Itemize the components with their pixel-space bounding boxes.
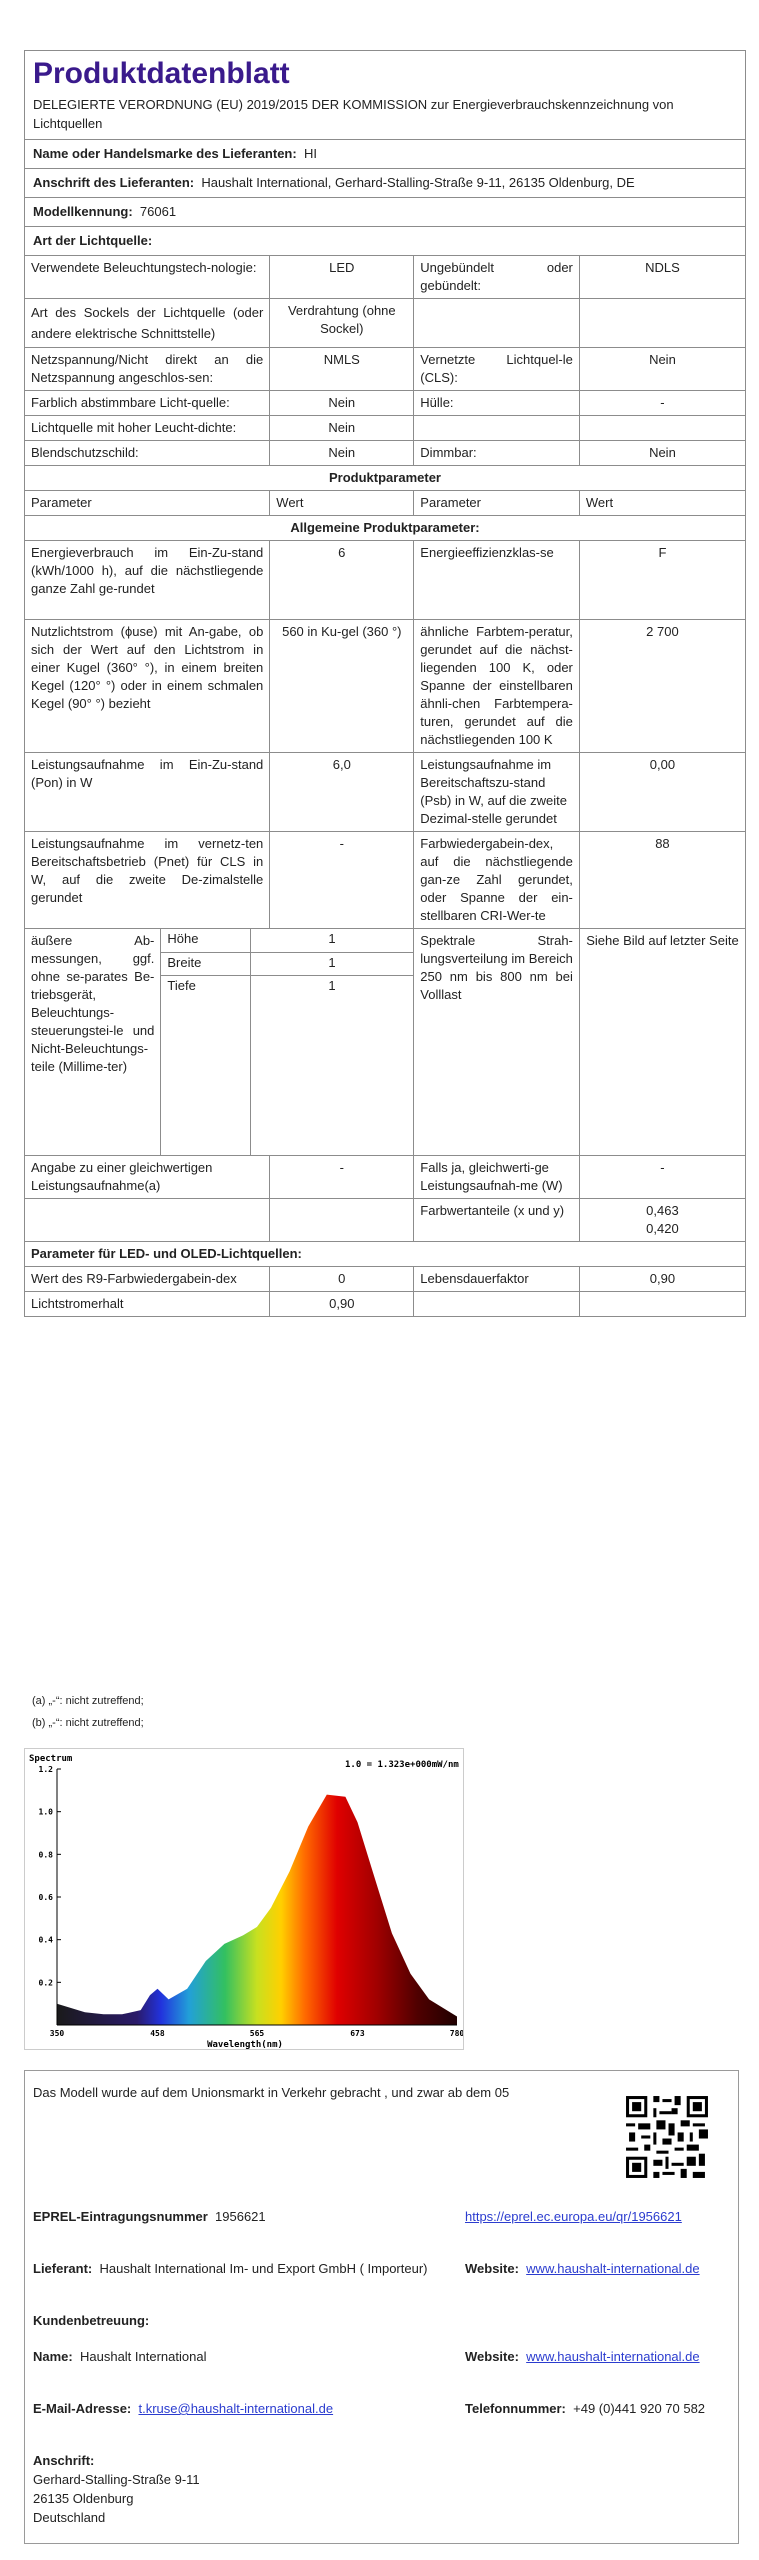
table-row <box>25 1292 745 1317</box>
dimensions-label: äußere Ab-messungen, ggf. ohne se-parates Be-triebsgerät, Beleuchtungs-steuerungstei-le und Nicht-Beleuchtungs-teile (Millime-ter) <box>25 929 161 1155</box>
product-parameters-heading: Produktparameter <box>25 466 745 491</box>
y-tick-label: 1.0 <box>38 1807 53 1817</box>
supplier-name-value: HI <box>303 146 317 161</box>
phone-value: +49 (0)441 920 70 582 <box>573 2401 706 2416</box>
address-line: 26135 Oldenburg <box>33 2491 134 2506</box>
dimensions-table <box>25 929 413 1155</box>
table-row <box>25 491 745 516</box>
x-axis-label: Wavelength(nm) <box>207 2040 283 2049</box>
cell-value: - <box>270 832 414 929</box>
cell-label: Nutzlichtstrom (ϕuse) mit An-gabe, ob sich der Wert auf den Lichtstrom in einer Kugel (360° °), in einem breiten Kegel (120° °) oder in einem schmalen Kegel (90° °) bezieht <box>25 620 270 753</box>
dim-value: 1 <box>250 929 413 952</box>
website2-link[interactable]: www.haushalt-international.de <box>526 2349 700 2364</box>
cell-label: ähnliche Farbtem-peratur, gerundet auf die nächst-liegenden 100 K, oder Spanne der einstellbaren ähnli-chen Farbtempera-turen, gerundet auf die nächstliegenden 100 K <box>414 620 580 753</box>
address-line: Deutschland <box>33 2510 106 2525</box>
x-axis-ticks <box>50 2029 463 2038</box>
table-row <box>25 391 745 416</box>
table-row <box>25 256 745 299</box>
cell-value: - <box>579 391 745 416</box>
x-tick-label: 350 <box>49 2029 65 2038</box>
x-tick-label: 673 <box>350 2029 365 2038</box>
y-axis-ticks <box>39 1765 61 1987</box>
cell-label: Spektrale Strah-lungsverteilung im Bereich 250 nm bis 800 nm bei Volllast <box>414 929 580 1156</box>
footnotes <box>0 1690 759 1734</box>
name-label: Name: <box>33 2349 73 2364</box>
cell-value: NDLS <box>579 256 745 299</box>
email-row <box>33 2399 333 2418</box>
table-row <box>25 416 745 441</box>
empty-cell <box>579 1292 745 1317</box>
cell-value: 0 <box>270 1267 414 1292</box>
chroma-y: 0,420 <box>646 1221 679 1236</box>
cell-label: Ungebündelt oder gebündelt: <box>414 256 580 299</box>
cell-value <box>579 1199 745 1242</box>
cell-value <box>579 416 745 441</box>
website-label: Website: <box>465 2261 519 2276</box>
col-header-value: Wert <box>270 491 414 516</box>
table-row <box>25 620 745 753</box>
x-tick-label: 780 <box>449 2029 463 2038</box>
col-header-parameter: Parameter <box>414 491 580 516</box>
cell-label: Lichtquelle mit hoher Leucht-dichte: <box>25 416 270 441</box>
table-row <box>25 516 745 541</box>
eprel-label: EPREL-Eintragungsnummer <box>33 2209 208 2224</box>
chart-annotation: 1.0 = 1.323e+000mW/nm <box>345 1760 459 1770</box>
website2-row <box>465 2347 725 2366</box>
cell-label: Dimmbar: <box>414 441 580 466</box>
col-header-value: Wert <box>579 491 745 516</box>
supplier-name-label: Name oder Handelsmarke des Lieferanten: <box>33 146 297 161</box>
supplier-address-row <box>25 169 745 198</box>
dim-value: 1 <box>250 952 413 976</box>
cell-label: Leistungsaufnahme im Bereitschaftszu-stand (Psb) in W, auf die zweite Dezimal-stelle gerundet <box>414 753 580 832</box>
y-tick-label: 1.2 <box>38 1765 53 1774</box>
regulation-subtitle: DELEGIERTE VERORDNUNG (EU) 2019/2015 DER KOMMISSION zur Energieverbrauchskennzeichnung von Lichtquellen <box>25 93 745 140</box>
cell-label: Wert des R9-Farbwiedergabein-dex <box>25 1267 270 1292</box>
address-block <box>33 2451 200 2527</box>
supplier-value: Haushalt International Im- und Export GmbH ( Importeur) <box>99 2261 428 2276</box>
cell-value: LED <box>270 256 414 299</box>
col-header-parameter: Parameter <box>25 491 270 516</box>
cell-label: Verwendete Beleuchtungstech-nologie: <box>25 256 270 299</box>
table-row <box>25 832 745 929</box>
website-row <box>465 2259 725 2278</box>
name-row <box>33 2347 206 2366</box>
cell-label: Falls ja, gleichwerti-ge Leistungsaufnah-me (W) <box>414 1156 580 1199</box>
phone-label: Telefonnummer: <box>465 2401 566 2416</box>
x-tick-label: 565 <box>249 2029 265 2038</box>
cell-label: Blendschutzschild: <box>25 441 270 466</box>
table-row <box>25 441 745 466</box>
supplier-name-row <box>25 140 745 169</box>
cell-value: NMLS <box>270 348 414 391</box>
cell-value: F <box>579 541 745 620</box>
page-title: Produktdatenblatt <box>33 57 290 90</box>
supplier-address-label: Anschrift des Lieferanten: <box>33 175 195 190</box>
customer-service-heading: Kundenbetreuung: <box>33 2313 150 2328</box>
cell-label: Hülle: <box>414 391 580 416</box>
eprel-value: 1956621 <box>215 2209 266 2224</box>
dimensions-cell <box>25 929 414 1156</box>
cell-value: Nein <box>579 348 745 391</box>
cell-label: Leistungsaufnahme im vernetz-ten Bereitschaftsbetrieb (Pnet) für CLS in W, auf die zweite De-zimalstelle gerundet <box>25 832 270 929</box>
model-value: 76061 <box>139 204 177 219</box>
name-value: Haushalt International <box>79 2349 207 2364</box>
cell-label: Farbwiedergabein-dex, auf die nächstliegende gan-ze Zahl gerundet, oder Spanne der ein-stellbaren CRI-Wer-te <box>414 832 580 929</box>
cell-value: 88 <box>579 832 745 929</box>
table-row <box>25 1199 745 1242</box>
table-row <box>25 753 745 832</box>
empty-cell <box>414 1292 580 1317</box>
cell-label <box>414 299 580 348</box>
supplier-label: Lieferant: <box>33 2261 93 2276</box>
y-tick-label: 0.4 <box>38 1935 53 1945</box>
cell-label: Angabe zu einer gleichwertigen Leistungsaufnahme(a) <box>25 1156 270 1199</box>
y-tick-label: 0.2 <box>38 1978 53 1988</box>
light-source-type-table <box>25 256 745 1316</box>
supplier-address-value: Haushalt International, Gerhard-Stalling-Straße 9-11, 26135 Oldenburg, DE <box>201 175 635 190</box>
cell-value: 0,90 <box>270 1292 414 1317</box>
table-row <box>25 348 745 391</box>
table-row <box>25 541 745 620</box>
spectrum-chart <box>24 1748 464 2050</box>
product-datasheet <box>24 50 746 1317</box>
address-line: Gerhard-Stalling-Straße 9-11 <box>33 2472 200 2487</box>
cell-value: 0,90 <box>579 1267 745 1292</box>
cell-value: 6,0 <box>270 753 414 832</box>
model-label: Modellkennung: <box>33 204 133 219</box>
website-link[interactable]: www.haushalt-international.de <box>526 2261 700 2276</box>
footnote-a: (a) „-“: nicht zutreffend; <box>32 1695 144 1707</box>
eprel-link[interactable]: https://eprel.ec.europa.eu/qr/1956621 <box>465 2209 682 2224</box>
chart-title: Spectrum <box>29 1754 73 1764</box>
cell-label: Vernetzte Lichtquel-le (CLS): <box>414 348 580 391</box>
dim-name: Höhe <box>161 929 250 952</box>
general-parameters-heading: Allgemeine Produktparameter: <box>25 516 745 541</box>
cell-value: Nein <box>270 416 414 441</box>
phone-row <box>465 2399 725 2418</box>
supplier-row <box>33 2259 453 2278</box>
dim-name: Tiefe <box>161 976 250 999</box>
table-row <box>25 466 745 491</box>
cell-label: Lichtstromerhalt <box>25 1292 270 1317</box>
cell-value <box>579 299 745 348</box>
address-label: Anschrift: <box>33 2453 95 2468</box>
market-intro: Das Modell wurde auf dem Unionsmarkt in Verkehr gebracht , und zwar ab dem 05 <box>33 2085 510 2100</box>
cell-label: Leistungsaufnahme im Ein-Zu-stand (Pon) in W <box>25 753 270 832</box>
dim-value: 1 <box>328 978 336 994</box>
cell-value: Siehe Bild auf letzter Seite <box>579 929 745 1156</box>
cell-label <box>414 416 580 441</box>
model-row <box>25 198 745 227</box>
chroma-x: 0,463 <box>646 1203 679 1218</box>
email-label: E-Mail-Adresse: <box>33 2401 132 2416</box>
cell-label: Farbwertanteile (x und y) <box>414 1199 580 1242</box>
cell-label: Art des Sockels der Lichtquelle (oder andere elektrische Schnittstelle) <box>25 299 270 348</box>
spectrum-area <box>57 1795 457 2025</box>
cell-value: Nein <box>270 391 414 416</box>
section-light-source-type: Art der Lichtquelle: <box>25 227 745 256</box>
cell-value: 2 700 <box>579 620 745 753</box>
cell-value: Nein <box>579 441 745 466</box>
cell-label: Lebensdauerfaktor <box>414 1267 580 1292</box>
website2-label: Website: <box>465 2349 519 2364</box>
cell-label: Farblich abstimmbare Licht-quelle: <box>25 391 270 416</box>
cell-value: Verdrahtung (ohne Sockel) <box>270 299 414 348</box>
table-row <box>25 929 745 1156</box>
cell-value: - <box>579 1156 745 1199</box>
spectrum-svg <box>25 1749 463 2049</box>
table-row <box>25 1156 745 1199</box>
cell-value: 6 <box>270 541 414 620</box>
table-row <box>25 299 745 348</box>
eprel-info-card <box>24 2070 739 2544</box>
cell-value: - <box>270 1156 414 1199</box>
cell-value: 560 in Ku-gel (360 °) <box>270 620 414 753</box>
y-tick-label: 0.6 <box>38 1893 53 1902</box>
dim-name: Breite <box>161 952 250 976</box>
led-parameters-heading: Parameter für LED- und OLED-Lichtquellen: <box>25 1242 745 1267</box>
empty-cell <box>270 1199 414 1242</box>
email-link[interactable]: t.kruse@haushalt-international.de <box>138 2401 334 2416</box>
cell-label: Energieeffizienzklas-se <box>414 541 580 620</box>
eprel-row <box>33 2207 266 2226</box>
table-row <box>25 1267 745 1292</box>
y-tick-label: 0.8 <box>38 1850 53 1860</box>
empty-cell <box>25 1199 270 1242</box>
x-tick-label: 458 <box>150 2029 165 2038</box>
cell-label: Netzspannung/Nicht direkt an die Netzspannung angeschlos-sen: <box>25 348 270 391</box>
footnote-b: (b) „-“: nicht zutreffend; <box>32 1717 144 1729</box>
cell-value: Nein <box>270 441 414 466</box>
qr-code-icon <box>623 2093 711 2181</box>
table-row <box>25 1242 745 1267</box>
cell-value: 0,00 <box>579 753 745 832</box>
cell-label: Energieverbrauch im Ein-Zu-stand (kWh/1000 h), auf die nächstliegende ganze Zahl ge-rundet <box>25 541 270 620</box>
